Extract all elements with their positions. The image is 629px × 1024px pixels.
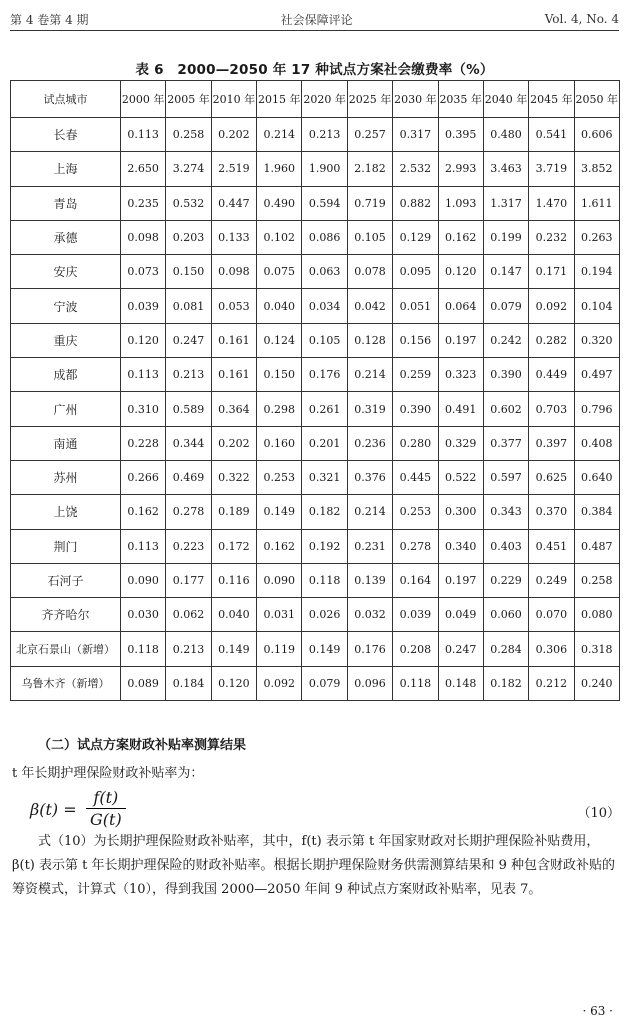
rate-cell: 0.081 (166, 289, 211, 323)
rate-cell: 0.161 (211, 358, 256, 392)
table-row (11, 460, 620, 494)
rate-cell: 0.089 (121, 666, 166, 700)
section-title: （二）试点方案财政补贴率测算结果 (38, 738, 247, 753)
table-row (11, 632, 620, 666)
table-row (11, 358, 620, 392)
rate-cell: 0.228 (121, 426, 166, 460)
rate-cell: 2.993 (438, 152, 483, 186)
table-row (11, 598, 620, 632)
rate-cell: 0.213 (166, 358, 211, 392)
rate-cell: 0.259 (393, 358, 438, 392)
rate-cell: 3.463 (483, 152, 528, 186)
rate-cell: 0.120 (211, 666, 256, 700)
rate-cell: 0.340 (438, 529, 483, 563)
rate-cell: 0.235 (121, 186, 166, 220)
rate-cell: 0.133 (211, 220, 256, 254)
rate-cell: 0.161 (211, 323, 256, 357)
rate-cell: 0.397 (529, 426, 574, 460)
city-cell: 石河子 (11, 563, 121, 597)
rate-cell: 0.602 (483, 392, 528, 426)
rate-cell: 0.149 (257, 495, 302, 529)
header-journal-title: 社会保障评论 (280, 12, 353, 27)
rate-cell: 0.070 (529, 598, 574, 632)
table-row (11, 563, 620, 597)
rate-cell: 0.098 (121, 220, 166, 254)
rate-cell: 0.403 (483, 529, 528, 563)
rate-cell: 0.182 (483, 666, 528, 700)
city-cell: 上海 (11, 152, 121, 186)
rate-cell: 0.282 (529, 323, 574, 357)
rate-cell: 0.031 (257, 598, 302, 632)
rate-cell: 0.208 (393, 632, 438, 666)
rate-cell: 0.213 (302, 118, 347, 152)
rate-cell: 0.148 (438, 666, 483, 700)
rate-cell: 0.261 (302, 392, 347, 426)
rate-cell: 0.149 (302, 632, 347, 666)
formula-intro: t 年长期护理保险财政补贴率为： (12, 766, 204, 781)
rate-cell: 0.160 (257, 426, 302, 460)
table-row (11, 495, 620, 529)
rate-cell: 0.625 (529, 460, 574, 494)
rate-cell: 0.162 (257, 529, 302, 563)
rate-cell: 0.199 (483, 220, 528, 254)
city-cell: 重庆 (11, 323, 121, 357)
rate-cell: 0.113 (121, 529, 166, 563)
rate-cell: 0.306 (529, 632, 574, 666)
rate-cell: 0.171 (529, 255, 574, 289)
city-cell: 广州 (11, 392, 121, 426)
rate-cell: 0.329 (438, 426, 483, 460)
city-cell: 长春 (11, 118, 121, 152)
rate-cell: 0.129 (393, 220, 438, 254)
rate-cell: 0.182 (302, 495, 347, 529)
rate-cell: 0.214 (257, 118, 302, 152)
rate-cell: 0.034 (302, 289, 347, 323)
rate-cell: 0.090 (121, 563, 166, 597)
rate-cell: 0.147 (483, 255, 528, 289)
table-row (11, 289, 620, 323)
rate-cell: 0.053 (211, 289, 256, 323)
rate-cell: 0.343 (483, 495, 528, 529)
rate-cell: 0.113 (121, 118, 166, 152)
table-row (11, 426, 620, 460)
rate-cell: 0.487 (574, 529, 619, 563)
rate-cell: 3.719 (529, 152, 574, 186)
rate-cell: 0.164 (393, 563, 438, 597)
column-header-year: 2040 年 (483, 81, 528, 118)
rate-cell: 0.197 (438, 563, 483, 597)
equation-number: （10） (577, 806, 620, 821)
column-header-year: 2020 年 (302, 81, 347, 118)
rate-cell: 0.310 (121, 392, 166, 426)
rate-cell: 0.032 (347, 598, 392, 632)
rate-cell: 0.214 (347, 358, 392, 392)
table-row (11, 118, 620, 152)
rate-cell: 0.451 (529, 529, 574, 563)
column-header-year: 2005 年 (166, 81, 211, 118)
rate-cell: 0.541 (529, 118, 574, 152)
rate-cell: 0.247 (166, 323, 211, 357)
rate-cell: 0.128 (347, 323, 392, 357)
rate-cell: 0.236 (347, 426, 392, 460)
running-header (10, 8, 619, 30)
rate-cell: 0.139 (347, 563, 392, 597)
rate-cell: 0.298 (257, 392, 302, 426)
rate-cell: 0.075 (257, 255, 302, 289)
rate-cell: 0.247 (438, 632, 483, 666)
table-row (11, 255, 620, 289)
city-cell: 承德 (11, 220, 121, 254)
rate-cell: 0.258 (166, 118, 211, 152)
formula-fraction (86, 788, 126, 831)
city-cell: 安庆 (11, 255, 121, 289)
rate-cell: 0.284 (483, 632, 528, 666)
rate-cell: 0.156 (393, 323, 438, 357)
rate-cell: 0.150 (166, 255, 211, 289)
column-header-year: 2045 年 (529, 81, 574, 118)
rate-cell: 0.491 (438, 392, 483, 426)
body-paragraph: 式（10）为长期护理保险财政补贴率，其中，f(t) 表示第 t 年国家财政对长期护理保险补贴费用，β(t) 表示第 t 年长期护理保险的财政补贴率。根据长期护理保险财务供需测算结果和 9 种包含财政补贴的筹资模式，计算式（10），得到我国 2000—2050 年间 9 种试点方案财政补贴率，见表 7。 (12, 834, 616, 897)
rate-cell: 0.120 (121, 323, 166, 357)
rate-cell: 1.470 (529, 186, 574, 220)
rate-cell: 0.116 (211, 563, 256, 597)
header-issue: 第 4 卷第 4 期 (10, 12, 89, 27)
header-volume: Vol. 4, No. 4 (544, 12, 619, 26)
rate-cell: 1.900 (302, 152, 347, 186)
rate-cell: 0.490 (257, 186, 302, 220)
rate-cell: 1.317 (483, 186, 528, 220)
rate-cell: 0.113 (121, 358, 166, 392)
rate-cell: 0.223 (166, 529, 211, 563)
rate-cell: 0.229 (483, 563, 528, 597)
rate-cell: 0.039 (393, 598, 438, 632)
column-header-city: 试点城市 (11, 81, 121, 118)
formula-denominator: G(t) (90, 810, 122, 829)
rate-cell: 0.203 (166, 220, 211, 254)
city-cell: 乌鲁木齐（新增） (11, 666, 121, 700)
rate-cell: 0.321 (302, 460, 347, 494)
rate-cell: 0.062 (166, 598, 211, 632)
rate-cell: 0.319 (347, 392, 392, 426)
table-row (11, 220, 620, 254)
rate-cell: 0.030 (121, 598, 166, 632)
rate-cell: 0.263 (574, 220, 619, 254)
rate-cell: 2.532 (393, 152, 438, 186)
rate-cell: 0.078 (347, 255, 392, 289)
rate-cell: 0.064 (438, 289, 483, 323)
rate-cell: 0.278 (393, 529, 438, 563)
rate-cell: 0.026 (302, 598, 347, 632)
rate-cell: 0.258 (574, 563, 619, 597)
rate-cell: 0.480 (483, 118, 528, 152)
rate-cell: 0.162 (121, 495, 166, 529)
rate-cell: 0.323 (438, 358, 483, 392)
rate-cell: 0.449 (529, 358, 574, 392)
rate-cell: 0.212 (529, 666, 574, 700)
rate-cell: 0.098 (211, 255, 256, 289)
rate-cell: 0.300 (438, 495, 483, 529)
rate-cell: 0.213 (166, 632, 211, 666)
rate-cell: 0.240 (574, 666, 619, 700)
rate-cell: 0.202 (211, 426, 256, 460)
rate-cell: 0.408 (574, 426, 619, 460)
rate-cell: 0.317 (393, 118, 438, 152)
rate-cell: 1.093 (438, 186, 483, 220)
rate-cell: 0.447 (211, 186, 256, 220)
rate-cell: 0.118 (302, 563, 347, 597)
column-header-year: 2000 年 (121, 81, 166, 118)
rate-cell: 0.257 (347, 118, 392, 152)
rate-cell: 0.051 (393, 289, 438, 323)
rate-cell: 0.192 (302, 529, 347, 563)
rate-cell: 0.049 (438, 598, 483, 632)
rate-cell: 0.095 (393, 255, 438, 289)
rate-cell: 0.253 (257, 460, 302, 494)
rate-cell: 0.079 (483, 289, 528, 323)
column-header-year: 2030 年 (393, 81, 438, 118)
rate-cell: 0.060 (483, 598, 528, 632)
rate-cell: 0.445 (393, 460, 438, 494)
page-number: · 63 · (582, 1004, 613, 1018)
rate-cell: 0.040 (257, 289, 302, 323)
rate-cell: 0.497 (574, 358, 619, 392)
rate-cell: 0.532 (166, 186, 211, 220)
rate-cell: 0.201 (302, 426, 347, 460)
formula-lhs: β(t) = (30, 800, 77, 819)
rate-cell: 0.172 (211, 529, 256, 563)
rate-cell: 0.096 (347, 666, 392, 700)
rate-cell: 0.390 (483, 358, 528, 392)
rate-cell: 0.594 (302, 186, 347, 220)
rate-cell: 0.118 (393, 666, 438, 700)
rate-cell: 0.150 (257, 358, 302, 392)
formula-10 (30, 788, 620, 836)
rate-cell: 0.322 (211, 460, 256, 494)
city-cell: 北京石景山（新增） (11, 632, 121, 666)
city-cell: 苏州 (11, 460, 121, 494)
rate-cell: 0.719 (347, 186, 392, 220)
rate-cell: 0.232 (529, 220, 574, 254)
rate-cell: 0.597 (483, 460, 528, 494)
formula-numerator: f(t) (86, 788, 126, 809)
rate-cell: 0.184 (166, 666, 211, 700)
rate-cell: 0.105 (302, 323, 347, 357)
rate-cell: 0.063 (302, 255, 347, 289)
rate-cell: 0.384 (574, 495, 619, 529)
rate-cell: 1.611 (574, 186, 619, 220)
rate-cell: 0.042 (347, 289, 392, 323)
rate-cell: 0.092 (529, 289, 574, 323)
rate-cell: 0.253 (393, 495, 438, 529)
table-row (11, 529, 620, 563)
rate-cell: 0.149 (211, 632, 256, 666)
table-header-row (11, 81, 620, 118)
rate-cell: 0.177 (166, 563, 211, 597)
table-row (11, 186, 620, 220)
rate-cell: 0.090 (257, 563, 302, 597)
table-row (11, 152, 620, 186)
rate-cell: 0.390 (393, 392, 438, 426)
rate-cell: 0.124 (257, 323, 302, 357)
rate-cell: 0.242 (483, 323, 528, 357)
city-cell: 上饶 (11, 495, 121, 529)
rate-cell: 0.197 (438, 323, 483, 357)
rate-cell: 0.882 (393, 186, 438, 220)
rate-cell: 0.266 (121, 460, 166, 494)
rate-cell: 0.344 (166, 426, 211, 460)
rate-cell: 1.960 (257, 152, 302, 186)
table-title: 表 6 2000—2050 年 17 种试点方案社会缴费率（%） (135, 62, 494, 78)
rate-cell: 0.162 (438, 220, 483, 254)
rate-cell: 0.120 (438, 255, 483, 289)
contribution-rate-table (10, 80, 620, 701)
rate-cell: 0.039 (121, 289, 166, 323)
rate-cell: 0.119 (257, 632, 302, 666)
table-body (11, 118, 620, 701)
city-cell: 荆门 (11, 529, 121, 563)
rate-cell: 0.102 (257, 220, 302, 254)
rate-cell: 0.280 (393, 426, 438, 460)
rate-cell: 0.469 (166, 460, 211, 494)
rate-cell: 0.040 (211, 598, 256, 632)
rate-cell: 2.182 (347, 152, 392, 186)
rate-cell: 0.703 (529, 392, 574, 426)
rate-cell: 0.249 (529, 563, 574, 597)
rate-cell: 0.278 (166, 495, 211, 529)
rate-cell: 0.320 (574, 323, 619, 357)
column-header-year: 2035 年 (438, 81, 483, 118)
rate-cell: 0.370 (529, 495, 574, 529)
rate-cell: 0.080 (574, 598, 619, 632)
rate-cell: 0.105 (347, 220, 392, 254)
rate-cell: 0.189 (211, 495, 256, 529)
city-cell: 成都 (11, 358, 121, 392)
header-rule (10, 30, 619, 31)
rate-cell: 0.377 (483, 426, 528, 460)
column-header-year: 2015 年 (257, 81, 302, 118)
rate-cell: 0.376 (347, 460, 392, 494)
rate-cell: 0.318 (574, 632, 619, 666)
rate-cell: 0.118 (121, 632, 166, 666)
table-row (11, 323, 620, 357)
rate-cell: 0.202 (211, 118, 256, 152)
column-header-year: 2025 年 (347, 81, 392, 118)
rate-cell: 0.522 (438, 460, 483, 494)
rate-cell: 0.606 (574, 118, 619, 152)
rate-cell: 3.274 (166, 152, 211, 186)
city-cell: 青岛 (11, 186, 121, 220)
rate-cell: 2.519 (211, 152, 256, 186)
rate-cell: 0.364 (211, 392, 256, 426)
rate-cell: 0.214 (347, 495, 392, 529)
rate-cell: 0.231 (347, 529, 392, 563)
city-cell: 宁波 (11, 289, 121, 323)
rate-cell: 0.395 (438, 118, 483, 152)
rate-cell: 0.092 (257, 666, 302, 700)
city-cell: 齐齐哈尔 (11, 598, 121, 632)
table-row (11, 392, 620, 426)
rate-cell: 0.589 (166, 392, 211, 426)
city-cell: 南通 (11, 426, 121, 460)
rate-cell: 0.073 (121, 255, 166, 289)
table-row (11, 666, 620, 700)
rate-cell: 0.640 (574, 460, 619, 494)
rate-cell: 0.086 (302, 220, 347, 254)
rate-cell: 0.176 (302, 358, 347, 392)
rate-cell: 0.104 (574, 289, 619, 323)
rate-cell: 3.852 (574, 152, 619, 186)
rate-cell: 2.650 (121, 152, 166, 186)
rate-cell: 0.079 (302, 666, 347, 700)
rate-cell: 0.176 (347, 632, 392, 666)
rate-cell: 0.796 (574, 392, 619, 426)
column-header-year: 2010 年 (211, 81, 256, 118)
rate-cell: 0.194 (574, 255, 619, 289)
column-header-year: 2050 年 (574, 81, 619, 118)
